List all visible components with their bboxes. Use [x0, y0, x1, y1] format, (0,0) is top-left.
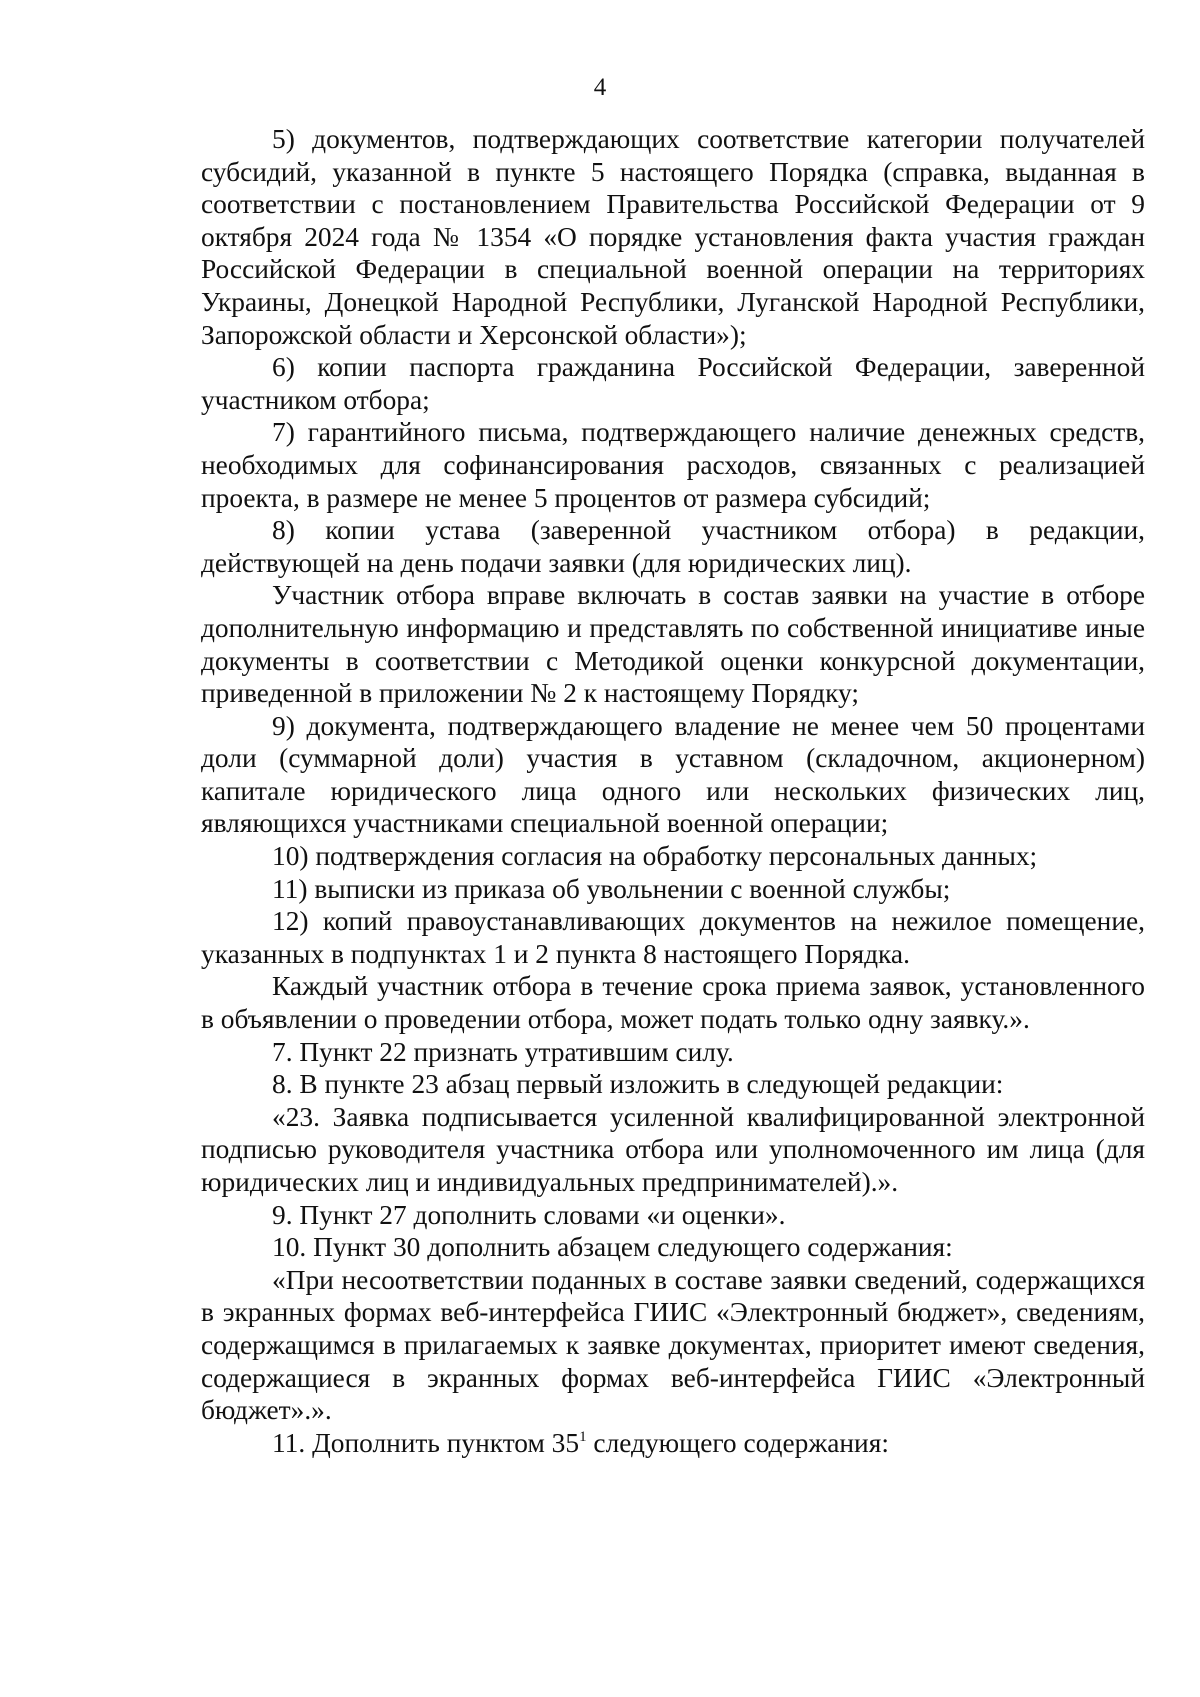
clause-superscript: 1 [579, 1428, 587, 1445]
paragraph-point-8: 8. В пункте 23 абзац первый изложить в следующей редакции: [272, 1069, 1004, 1100]
paragraph-item-7: 7) гарантийного письма, подтверждающего наличие денежных средств, необходимых для софинансирования расходов, связанных с реализацией проекта, в размере не менее 5 процентов от размера субсидий; [201, 417, 1145, 513]
paragraph-item-11: 11) выписки из приказа об увольнении с военной службы; [272, 873, 951, 904]
paragraph-item-5: 5) документов, подтверждающих соответствие категории получателей субсидий, указанной в пункте 5 настоящего Порядка (справка, выданная в соответствии с постановлением Правительства Российской Федерации от 9 октября 2024 года № 1354 «О порядке установления факта участия граждан Российской Федерации в специальной военной операции на территориях Украины, Донецкой Народной Республики, Луганской Народной Республики, Запорожской области и Херсонской области»); [201, 124, 1145, 350]
paragraph-point-10: 10. Пункт 30 дополнить абзацем следующего содержания: [272, 1232, 953, 1263]
paragraph-clause-23: «23. Заявка подписывается усиленной квалифицированной электронной подписью руководителя участника отбора или уполномоченного им лица (для юридических лиц и индивидуальных предпринимателей).». [201, 1101, 1145, 1197]
paragraph-point-9: 9. Пункт 27 дополнить словами «и оценки». [272, 1199, 786, 1230]
paragraph-item-10: 10) подтверждения согласия на обработку персональных данных; [272, 841, 1038, 872]
document-body [201, 123, 1145, 1459]
paragraph-item-8: 8) копии устава (заверенной участником отбора) в редакции, действующей на день подачи заявки (для юридических лиц). [201, 515, 1145, 578]
paragraph-item-12: 12) копий правоустанавливающих документов на нежилое помещение, указанных в подпунктах 1 и 2 пункта 8 настоящего Порядка. [201, 906, 1145, 969]
paragraph-point-11 [201, 1427, 1145, 1460]
page-number: 4 [593, 74, 607, 101]
paragraph-single-application: Каждый участник отбора в течение срока приема заявок, установленного в объявлении о проведении отбора, может подать только одну заявку.». [201, 971, 1145, 1035]
paragraph-point-7: 7. Пункт 22 признать утратившим силу. [272, 1036, 734, 1067]
paragraph-additional-info: Участник отбора вправе включать в состав заявки на участие в отборе дополнительную информацию и представлять по собственной инициативе иные документы в соответствии с Методикой оценки конкурсной документации, приведенной в приложении № 2 к настоящему Порядку; [201, 580, 1145, 709]
paragraph-item-9: 9) документа, подтверждающего владение не менее чем 50 процентами доли (суммарной доли) участия в уставном (складочном, акционерном) капитале юридического лица одного или нескольких физических лиц, являющихся участниками специальной военной операции; [201, 710, 1145, 839]
paragraph-priority-clause: «При несоответствии поданных в составе заявки сведений, содержащихся в экранных формах веб-интерфейса ГИИС «Электронный бюджет», сведениям, содержащимся в прилагаемых к заявке документах, приоритет имеют сведения, содержащиеся в экранных формах веб-интерфейса ГИИС «Электронный бюджет».». [201, 1264, 1145, 1426]
paragraph-item-6: 6) копии паспорта гражданина Российской Федерации, заверенной участником отбора; [201, 352, 1145, 415]
paragraph-point-11-text: 11. Дополнить пунктом 35 [272, 1427, 580, 1458]
paragraph-point-11-tail: следующего содержания: [586, 1427, 889, 1458]
